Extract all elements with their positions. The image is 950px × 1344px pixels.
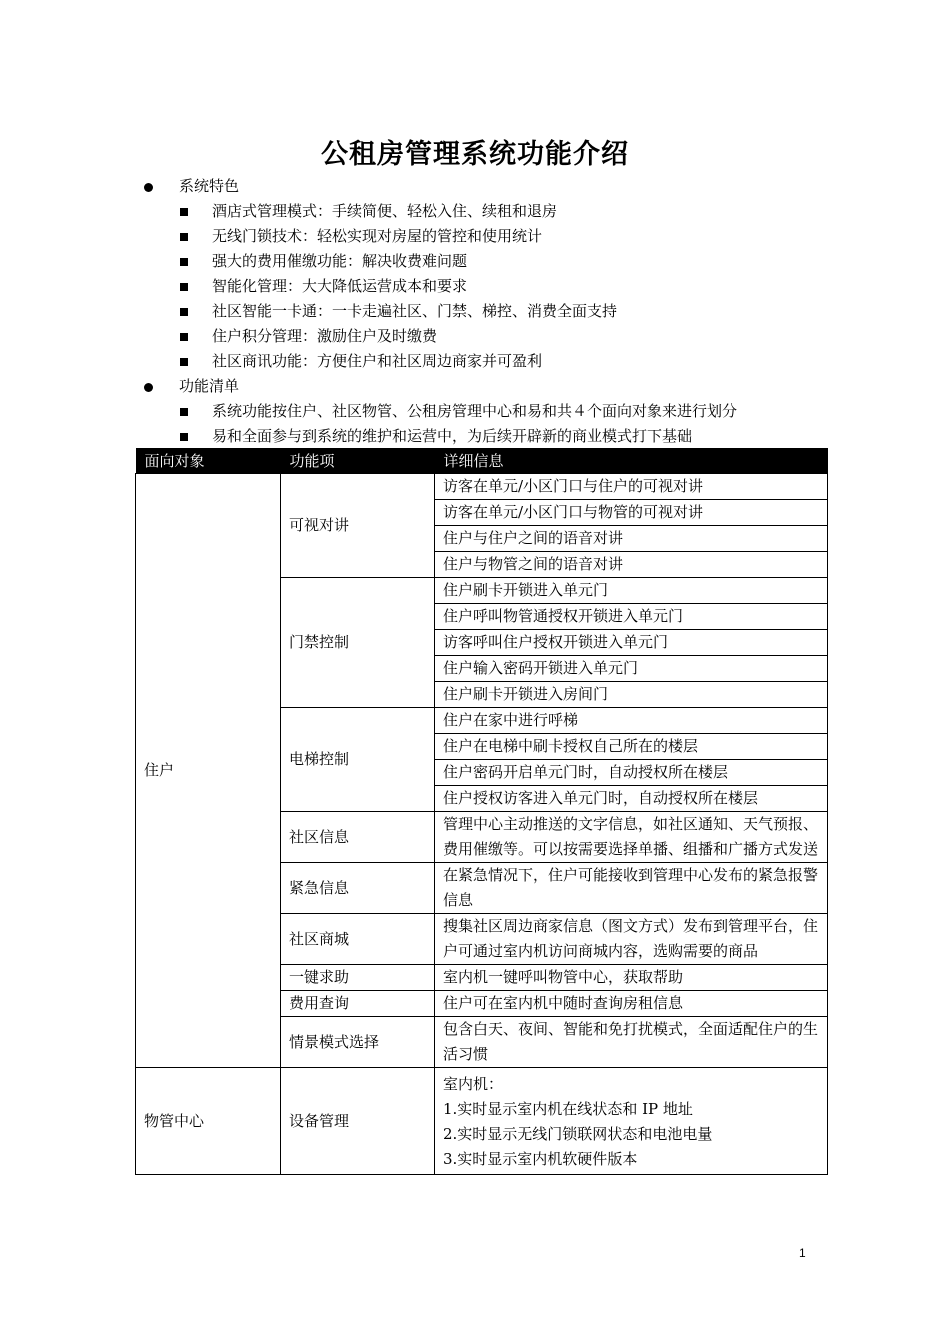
detail-line: 1.实时显示室内机在线状态和 IP 地址 <box>443 1100 693 1118</box>
detail-cell: 室内机一键呼叫物管中心，获取帮助 <box>435 965 828 991</box>
list-item: 无线门锁技术：轻松实现对房屋的管控和使用统计 <box>0 224 950 249</box>
detail-cell: 住户输入密码开锁进入单元门 <box>435 656 828 682</box>
detail-cell: 搜集社区周边商家信息（图文方式）发布到管理平台，住户可通过室内机访问商城内容，选购需要的商品 <box>435 914 828 965</box>
function-cell: 费用查询 <box>281 991 435 1017</box>
detail-cell: 住户呼叫物管通授权开锁进入单元门 <box>435 604 828 630</box>
list-item: 智能化管理：大大降低运营成本和要求 <box>0 274 950 299</box>
detail-line: 2.实时显示无线门锁联网状态和电池电量 <box>443 1125 713 1143</box>
square-bullet-icon <box>180 283 188 291</box>
table-row <box>136 1068 828 1175</box>
detail-cell: 住户刷卡开锁进入单元门 <box>435 578 828 604</box>
feature-bullets <box>0 174 950 449</box>
list-item: 住户积分管理：激励住户及时缴费 <box>0 324 950 349</box>
square-bullet-icon <box>180 333 188 341</box>
square-bullet-icon <box>180 408 188 416</box>
page-number: 1 <box>799 1246 806 1260</box>
detail-cell: 住户与物管之间的语音对讲 <box>435 552 828 578</box>
detail-cell: 在紧急情况下，住户可能接收到管理中心发布的紧急报警信息 <box>435 863 828 914</box>
function-cell: 情景模式选择 <box>281 1017 435 1068</box>
function-cell: 社区商城 <box>281 914 435 965</box>
column-header: 详细信息 <box>435 448 828 474</box>
function-cell: 设备管理 <box>281 1068 435 1175</box>
detail-cell: 住户与住户之间的语音对讲 <box>435 526 828 552</box>
feature-table <box>135 448 828 1175</box>
detail-cell: 访客在单元/小区门口与物管的可视对讲 <box>435 500 828 526</box>
column-header: 功能项 <box>281 448 435 474</box>
detail-line: 3.实时显示室内机软硬件版本 <box>443 1150 638 1168</box>
table-row <box>136 474 828 500</box>
square-bullet-icon <box>180 433 188 441</box>
document-title: 公租房管理系统功能介绍 <box>321 139 629 170</box>
detail-line: 室内机： <box>443 1075 504 1093</box>
section-heading: 功能清单 <box>0 374 950 399</box>
function-cell: 可视对讲 <box>281 474 435 578</box>
function-cell: 门禁控制 <box>281 578 435 708</box>
square-bullet-icon <box>180 358 188 366</box>
round-bullet-icon <box>144 183 153 192</box>
detail-cell: 住户授权访客进入单元门时，自动授权所在楼层 <box>435 786 828 812</box>
column-header: 面向对象 <box>136 448 281 474</box>
round-bullet-icon <box>144 383 153 392</box>
square-bullet-icon <box>180 233 188 241</box>
detail-cell: 住户刷卡开锁进入房间门 <box>435 682 828 708</box>
function-cell: 社区信息 <box>281 812 435 863</box>
detail-cell <box>435 1068 828 1175</box>
list-item: 社区智能一卡通：一卡走遍社区、门禁、梯控、消费全面支持 <box>0 299 950 324</box>
table-body <box>136 474 828 1175</box>
table-header-row <box>136 448 828 474</box>
list-item: 社区商讯功能：方便住户和社区周边商家并可盈利 <box>0 349 950 374</box>
square-bullet-icon <box>180 208 188 216</box>
square-bullet-icon <box>180 258 188 266</box>
list-item: 易和全面参与到系统的维护和运营中，为后续开辟新的商业模式打下基础 <box>0 424 950 449</box>
target-cell: 住户 <box>136 474 281 1068</box>
detail-cell: 访客在单元/小区门口与住户的可视对讲 <box>435 474 828 500</box>
detail-cell: 住户在电梯中刷卡授权自己所在的楼层 <box>435 734 828 760</box>
detail-cell: 访客呼叫住户授权开锁进入单元门 <box>435 630 828 656</box>
square-bullet-icon <box>180 308 188 316</box>
function-cell: 一键求助 <box>281 965 435 991</box>
detail-cell: 管理中心主动推送的文字信息，如社区通知、天气预报、费用催缴等。可以按需要选择单播、组播和广播方式发送 <box>435 812 828 863</box>
list-item: 系统功能按住户、社区物管、公租房管理中心和易和共４个面向对象来进行划分 <box>0 399 950 424</box>
list-item: 强大的费用催缴功能：解决收费难问题 <box>0 249 950 274</box>
section-heading: 系统特色 <box>0 174 950 199</box>
function-cell: 电梯控制 <box>281 708 435 812</box>
list-item: 酒店式管理模式：手续简便、轻松入住、续租和退房 <box>0 199 950 224</box>
detail-cell: 包含白天、夜间、智能和免打扰模式，全面适配住户的生活习惯 <box>435 1017 828 1068</box>
detail-cell: 住户密码开启单元门时，自动授权所在楼层 <box>435 760 828 786</box>
detail-cell: 住户在家中进行呼梯 <box>435 708 828 734</box>
target-cell: 物管中心 <box>136 1068 281 1175</box>
function-cell: 紧急信息 <box>281 863 435 914</box>
detail-cell: 住户可在室内机中随时查询房租信息 <box>435 991 828 1017</box>
